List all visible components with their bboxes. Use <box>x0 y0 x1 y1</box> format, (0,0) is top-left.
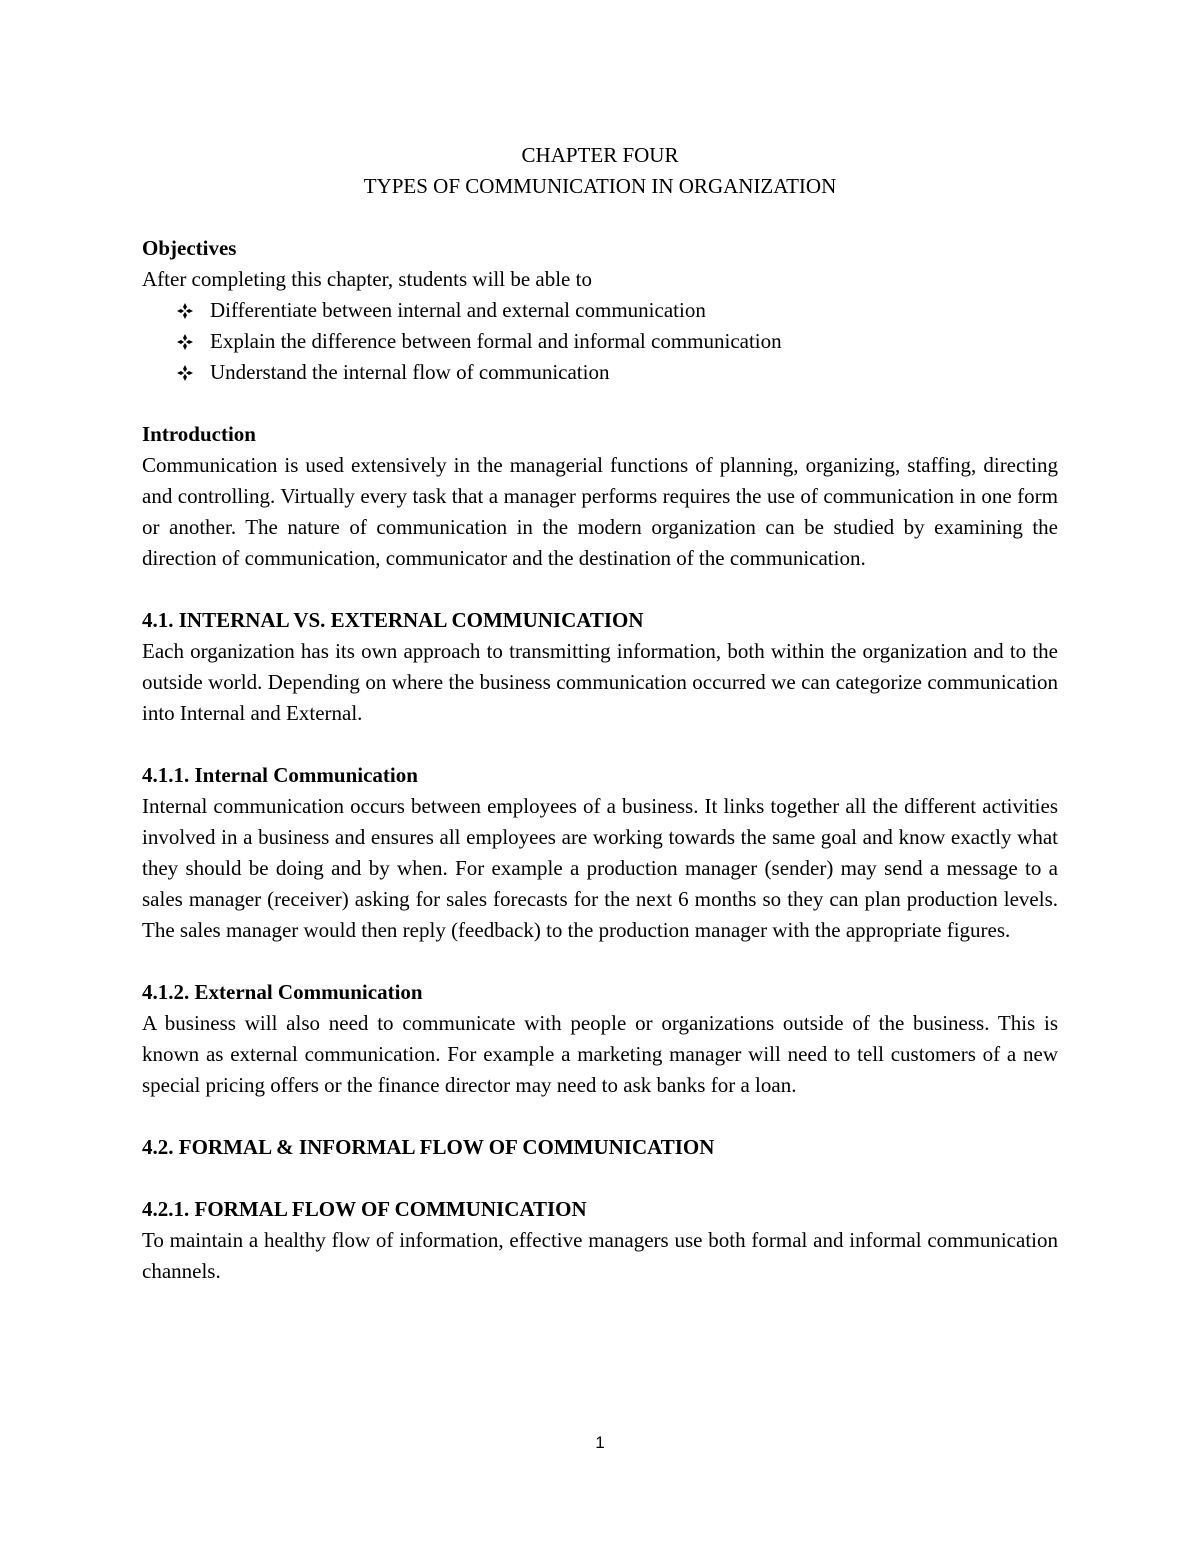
spacer <box>142 729 1058 760</box>
spacer <box>142 946 1058 977</box>
diamond-bullet-icon <box>176 364 194 382</box>
objectives-heading: Objectives <box>142 236 237 260</box>
introduction-heading: Introduction <box>142 422 256 446</box>
spacer <box>142 574 1058 605</box>
spacer <box>142 1163 1058 1194</box>
page-content <box>142 140 1058 1287</box>
diamond-bullet-icon <box>176 302 194 320</box>
spacer <box>142 1101 1058 1132</box>
section-4-1-2-heading: 4.1.2. External Communication <box>142 980 423 1004</box>
page-number: 1 <box>595 1433 605 1452</box>
section-4-1-body: Each organization has its own approach to transmitting information, both within the organization and to the outside world. Depending on where the business communication occurred we can categorize communication into Internal and External. <box>142 639 1058 725</box>
objective-text: Understand the internal flow of communication <box>210 360 610 384</box>
chapter-title: TYPES OF COMMUNICATION IN ORGANIZATION <box>363 174 837 198</box>
section-4-2-1-body: To maintain a healthy flow of information, effective managers use both formal and informal communication channels. <box>142 1228 1058 1283</box>
objectives-intro: After completing this chapter, students will be able to <box>142 267 592 291</box>
spacer <box>142 202 1058 233</box>
chapter-number: CHAPTER FOUR <box>521 143 679 167</box>
diamond-bullet-icon <box>176 333 194 351</box>
introduction-body: Communication is used extensively in the managerial functions of planning, organizing, staffing, directing and controlling. Virtually every task that a manager performs requires the use of communication in one form or another. The nature of communication in the modern organization can be studied by examining the direction of communication, communicator and the destination of the communication. <box>142 453 1058 570</box>
objective-item <box>176 357 1058 388</box>
section-4-1-1-body: Internal communication occurs between employees of a business. It links together all the different activities involved in a business and ensures all employees are working towards the same goal and know exactly what they should be doing and by when. For example a production manager (sender) may send a message to a sales manager (receiver) asking for sales forecasts for the next 6 months so they can plan production levels. The sales manager would then reply (feedback) to the production manager with the appropriate figures. <box>142 794 1058 942</box>
section-4-2-1-heading: 4.2.1. FORMAL FLOW OF COMMUNICATION <box>142 1197 587 1221</box>
objective-text: Explain the difference between formal and informal communication <box>210 329 782 353</box>
section-4-1-heading: 4.1. INTERNAL VS. EXTERNAL COMMUNICATION <box>142 608 644 632</box>
objective-item <box>176 295 1058 326</box>
section-4-1-1-heading: 4.1.1. Internal Communication <box>142 763 418 787</box>
objective-item <box>176 326 1058 357</box>
objective-text: Differentiate between internal and external communication <box>210 298 706 322</box>
objectives-list <box>142 295 1058 388</box>
section-4-2-heading: 4.2. FORMAL & INFORMAL FLOW OF COMMUNICATION <box>142 1135 715 1159</box>
spacer <box>142 388 1058 419</box>
section-4-1-2-body: A business will also need to communicate with people or organizations outside of the business. This is known as external communication. For example a marketing manager will need to tell customers of a new special pricing offers or the finance director may need to ask banks for a loan. <box>142 1011 1058 1097</box>
